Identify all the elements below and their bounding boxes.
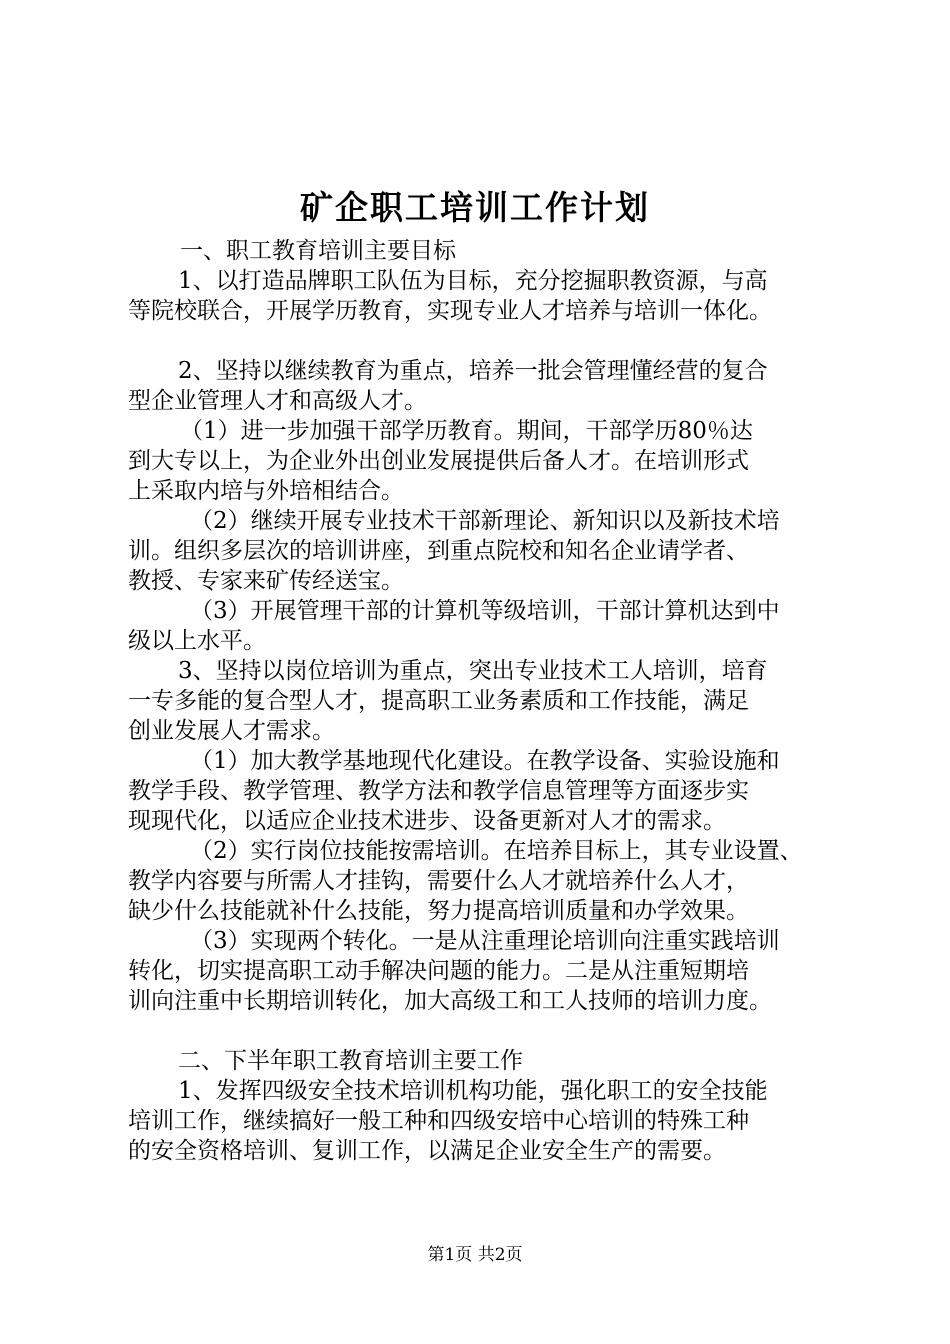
paragraph-line: 上采取内培与外培相结合。 <box>128 478 404 504</box>
paragraph-line: 2、坚持以继续教育为重点，培养一批会管理懂经营的复合 <box>178 358 768 384</box>
section-heading-1: 一、职工教育培训主要目标 <box>180 238 456 264</box>
paragraph-line: （1）加大教学基地现代化建设。在教学设备、实验设施和 <box>190 748 780 774</box>
section-heading-2: 二、下半年职工教育培训主要工作 <box>178 1048 523 1074</box>
paragraph-line: 型企业管理人才和高级人才。 <box>128 388 427 414</box>
paragraph-line: 1、发挥四级安全技术培训机构功能，强化职工的安全技能 <box>178 1078 768 1104</box>
paragraph-line: （2）实行岗位技能按需培训。在培养目标上，其专业设置、 <box>190 838 803 864</box>
blank-line <box>128 326 850 356</box>
paragraph-line: 培训工作，继续搞好一般工种和四级安培中心培训的特殊工种 <box>128 1108 749 1134</box>
paragraph-line: 创业发展人才需求。 <box>128 718 335 744</box>
paragraph-line: （3）开展管理干部的计算机等级培训，干部计算机达到中 <box>190 598 780 624</box>
paragraph-line: 教学手段、教学管理、教学方法和教学信息管理等方面逐步实 <box>128 778 749 804</box>
paragraph-line: 的安全资格培训、复训工作，以满足企业安全生产的需要。 <box>128 1138 726 1164</box>
paragraph-line: 训向注重中长期培训转化，加大高级工和工人技师的培训力度。 <box>128 988 772 1014</box>
paragraph-line: 到大专以上，为企业外出创业发展提供后备人才。在培训形式 <box>128 448 749 474</box>
paragraph-line: 转化，切实提高职工动手解决问题的能力。二是从注重短期培 <box>128 958 749 984</box>
paragraph-line: 教学内容要与所需人才挂钩，需要什么人才就培养什么人才， <box>128 868 749 894</box>
paragraph-line: 级以上水平。 <box>128 628 266 654</box>
document-body <box>128 236 850 1166</box>
paragraph-line: （2）继续开展专业技术干部新理论、新知识以及新技术培 <box>190 508 780 534</box>
document-title: 矿企职工培训工作计划 <box>300 188 650 227</box>
paragraph-line: 1、以打造品牌职工队伍为目标，充分挖掘职教资源，与高 <box>178 268 768 294</box>
paragraph-line: 训。组织多层次的培训讲座，到重点院校和知名企业请学者、 <box>128 538 749 564</box>
paragraph-line: （3）实现两个转化。一是从注重理论培训向注重实践培训 <box>190 928 780 954</box>
paragraph-line: 3、坚持以岗位培训为重点，突出专业技术工人培训，培育 <box>178 658 768 684</box>
page-footer: 第1页 共2页 <box>427 1245 523 1265</box>
paragraph-line: 教授、专家来矿传经送宝。 <box>128 568 404 594</box>
paragraph-line: 缺少什么技能就补什么技能，努力提高培训质量和办学效果。 <box>128 898 749 924</box>
blank-line <box>128 1016 850 1046</box>
paragraph-line: 一专多能的复合型人才，提高职工业务素质和工作技能，满足 <box>128 688 749 714</box>
paragraph-line: 现现代化，以适应企业技术进步、设备更新对人才的需求。 <box>128 808 726 834</box>
paragraph-line: 等院校联合，开展学历教育，实现专业人才培养与培训一体化。 <box>128 298 772 324</box>
paragraph-line: （1）进一步加强干部学历教育。期间，干部学历80％达 <box>180 418 753 444</box>
